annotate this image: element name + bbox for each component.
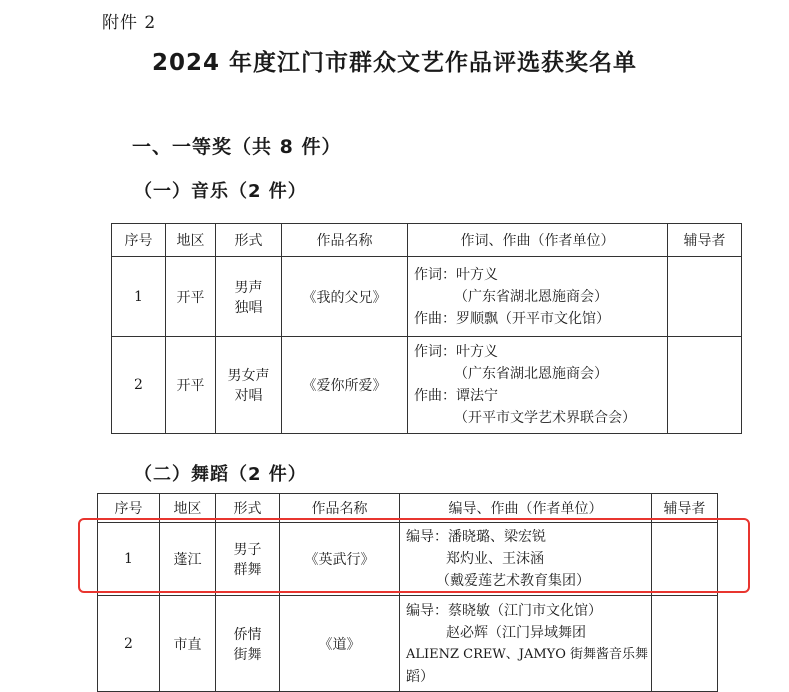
header-no: 序号 bbox=[98, 494, 160, 523]
header-work: 作品名称 bbox=[282, 224, 408, 257]
cell-region: 开平 bbox=[166, 337, 216, 434]
subsection-heading-music: （一）音乐（2 件） bbox=[134, 181, 307, 202]
cell-credits: 编导：潘晓璐、梁宏锐 郑灼业、王沫涵 （戴爱莲艺术教育集团） bbox=[400, 523, 652, 596]
table-row bbox=[112, 337, 742, 434]
cell-tutor bbox=[668, 337, 742, 434]
cell-tutor bbox=[652, 596, 718, 692]
table-row bbox=[98, 523, 718, 596]
cell-credits: 编导：蔡晓敏（江门市文化馆） 赵必辉（江门异域舞团 ALIENZ CREW、JAMYO 街舞酱音乐舞 蹈） bbox=[400, 596, 652, 692]
cell-credits: 作词：叶方义 （广东省湖北恩施商会） 作曲：谭法宁 （开平市文学艺术界联合会） bbox=[408, 337, 668, 434]
cell-no: 2 bbox=[112, 337, 166, 434]
cell-tutor bbox=[668, 257, 742, 337]
document-title: 2024 年度江门市群众文艺作品评选获奖名单 bbox=[151, 50, 638, 76]
cell-form: 男声 独唱 bbox=[216, 257, 282, 337]
header-form: 形式 bbox=[216, 494, 280, 523]
cell-work: 《道》 bbox=[280, 596, 400, 692]
table-row bbox=[112, 257, 742, 337]
cell-work: 《我的父兄》 bbox=[282, 257, 408, 337]
cell-form: 男女声 对唱 bbox=[216, 337, 282, 434]
table-row bbox=[98, 596, 718, 692]
cell-region: 市直 bbox=[160, 596, 216, 692]
cell-work: 《英武行》 bbox=[280, 523, 400, 596]
cell-work: 《爱你所爱》 bbox=[282, 337, 408, 434]
table-header-row bbox=[98, 494, 718, 523]
music-awards-table bbox=[111, 223, 742, 434]
cell-no: 2 bbox=[98, 596, 160, 692]
cell-form: 侨情 街舞 bbox=[216, 596, 280, 692]
dance-awards-table bbox=[97, 493, 718, 692]
header-credits: 编导、作曲（作者单位） bbox=[400, 494, 652, 523]
cell-no: 1 bbox=[98, 523, 160, 596]
header-form: 形式 bbox=[216, 224, 282, 257]
header-region: 地区 bbox=[160, 494, 216, 523]
header-credits: 作词、作曲（作者单位） bbox=[408, 224, 668, 257]
attachment-label: 附件 2 bbox=[102, 13, 157, 33]
header-region: 地区 bbox=[166, 224, 216, 257]
header-tutor: 辅导者 bbox=[652, 494, 718, 523]
header-work: 作品名称 bbox=[280, 494, 400, 523]
cell-credits: 作词：叶方义 （广东省湖北恩施商会） 作曲：罗顺飘（开平市文化馆） bbox=[408, 257, 668, 337]
header-tutor: 辅导者 bbox=[668, 224, 742, 257]
cell-no: 1 bbox=[112, 257, 166, 337]
cell-tutor bbox=[652, 523, 718, 596]
subsection-heading-dance: （二）舞蹈（2 件） bbox=[134, 464, 307, 485]
section-heading-first-prize: 一、一等奖（共 8 件） bbox=[132, 136, 342, 158]
header-no: 序号 bbox=[112, 224, 166, 257]
table-header-row bbox=[112, 224, 742, 257]
cell-region: 蓬江 bbox=[160, 523, 216, 596]
cell-form: 男子 群舞 bbox=[216, 523, 280, 596]
cell-region: 开平 bbox=[166, 257, 216, 337]
